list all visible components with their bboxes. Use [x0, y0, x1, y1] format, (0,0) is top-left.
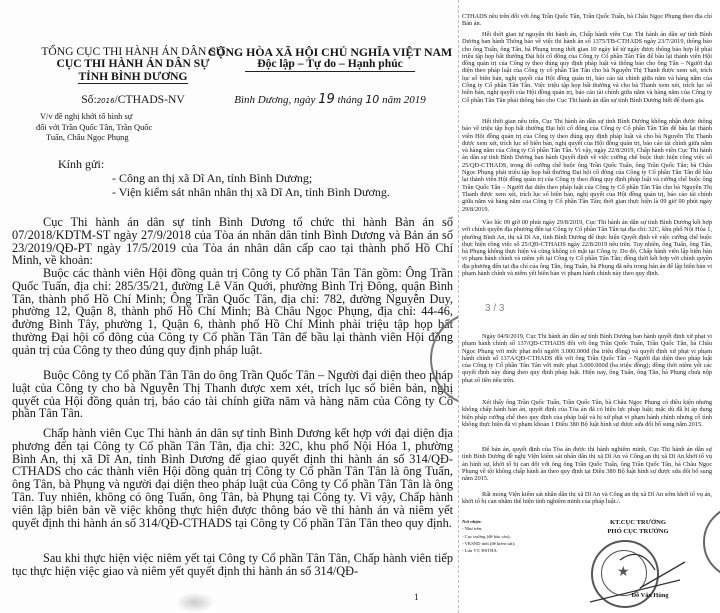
- subject-block: [36, 112, 190, 144]
- recipient-item: - Viện kiểm sát nhân nhân thị xã Dĩ An, tỉnh Bình Dương.: [112, 185, 390, 199]
- subject-line-2: đối với Trần Quốc Tân, Trần Quốc: [36, 122, 153, 132]
- scan-smudge: [175, 592, 215, 613]
- star-icon: ★: [617, 565, 630, 580]
- signature: [580, 540, 690, 610]
- recipients-list: [112, 171, 390, 199]
- signer-title-1: KT.CỤC TRƯỞNG: [610, 519, 666, 526]
- signer-title-2: PHÓ CỤC TRƯỞNG: [607, 528, 669, 535]
- agency-line-3: TỈNH BÌNH DƯƠNG: [78, 70, 188, 83]
- subject-line-1: V/v đề nghị khởi tố hình sự: [40, 112, 133, 121]
- nation-line-2: Độc lập – Tự do – Hạnh phúc: [245, 57, 415, 72]
- agency-line-3-wrap: [8, 71, 258, 83]
- nation-line-1: CỘNG HÒA XÃ HỘI CHỦ NGHĨA VIỆT NAM: [207, 45, 453, 59]
- recipient-item: - Như trên;: [462, 526, 483, 532]
- signer-block: [590, 518, 686, 536]
- official-stamp-partial: [703, 505, 720, 579]
- doc-number-suffix: /CTHADS-NV: [114, 93, 185, 106]
- nation-line-2-wrap: [205, 58, 455, 70]
- agency-line-1: TỔNG CỤC THI HÀNH ÁN DÂN SỰ: [41, 45, 225, 58]
- salutation: Kính gửi:: [58, 157, 105, 171]
- body-paragraph: Buộc các thành viên Hội đồng quản trị Công ty Cổ phần Tân Tân gồm: Ông Trần Quốc Tuấn, địa chỉ: 285/35/21, đường Lê Văn Quới, phường Bình Trị Đông, quận Bình Tân, thành phố Hồ Chí Minh; Ông Trần Quốc Tân, địa chỉ: 782, đường Nguyễn Duy, phường 12, Quận 8, thành phố Hồ Chí Minh; Bà Châu Ngọc Phụng, địa chỉ: 44-46, đường Bình Tây, phường 1, Quận 6, thành phố Hồ Chí Minh phải triệu tập họp bất thường Đại hội cổ đông của Công ty Cổ phần Tân Tân để bầu lại thành viên Hội đồng quản trị của Công ty theo đúng quy định pháp luật.: [12, 266, 453, 357]
- recipient-item: - Lưu VT, HSTHA.: [462, 548, 498, 554]
- date-line: [205, 94, 455, 106]
- recipients-title: Nơi nhận:: [462, 519, 482, 524]
- body-paragraph: Hết thời gian tự nguyện thi hành án, Chấp hành viên Cục Thi hành án dân sự tỉnh Bình Dương ban hành Thông báo về việc thi hành án số 1375/TB-CTHADS ngày 23/7/2019, thông báo cho ông Tuấn, ông Tân, bà Phụng trong thời gian 10 ngày kể từ ngày được thông báo hợp lệ phải triệu tập họp bất thường Đại hội cổ đông của Công ty Cổ phần Tân Tân để bầu lại thành viên Hội đồng quản trị của Công ty theo đúng quy định pháp luật và thông báo cho ông Tân – Người đại diện theo pháp luật của Công ty cổ phần Tân Tân cho bà Nguyễn Thị Thanh được xem xét, trích lục sổ biên bản, nghị quyết của Hội đồng quản trị, báo cáo tài chính giữa năm và hàng năm của Công ty Cổ phần Tân Tân. Việc triệu tập họp bất thường và cho bà Thanh xem xét, trích lục sổ biên bản, nghị quyết của Hội đồng quản trị, báo cáo tài chính giữa năm và hàng năm của Công ty Cổ phần Tân Tân phải thông báo cho Cục Thi hành án dân sự tỉnh Bình Dương biết để tham gia.: [462, 31, 712, 104]
- recipient-item: - VKSND tỉnh (để kiểm sát);: [462, 540, 516, 546]
- date-day: 19: [318, 92, 335, 107]
- page-indicator: 3 / 3: [485, 303, 505, 314]
- signer-name: Đỗ Văn Hùng: [631, 592, 669, 599]
- document-page-3: [460, 0, 720, 613]
- page-number: 1: [414, 592, 419, 602]
- body-paragraph: Chấp hành viên Cục Thi hành án dân sự tỉnh Bình Dương kết hợp với đại diện địa phương đến tại Công ty Cổ phần Tân Tân, địa chỉ: 32C, khu phố Nội Hóa 1, phường Bình An, thị xã Dĩ An, tỉnh Bình Dương để giao quyết định thi hành án số 314/QĐ-CTHADS cho các thành viên Hội đồng quản trị Công ty Cổ phần Tân Tân là ông Tuấn, ông Tân, bà Phụng và người đại diện theo pháp luật của Công ty Cổ phần Tân Tân là ông Tân. Tuy nhiên, không có ông Tuấn, ông Tân, bà Phụng tại Công ty. Vì vậy, Chấp hành viên lập biên bản về việc không thực hiện được thông báo về thi hành án và niêm yết quyết định thi hành án số 314/QĐ-CTHADS tại Công ty Cổ phần Tân Tân theo quy định.: [12, 426, 453, 530]
- body-paragraph: Buộc Công ty Cổ phần Tân Tân do ông Trần Quốc Tân – Người đại diện theo pháp luật của Công ty cho bà Nguyễn Thị Thanh được xem xét, trích lục sổ biên bản, nghị quyết của Hội đồng quản trị, báo cáo tài chính giữa năm và hàng năm của Công ty Cổ phần Tân Tân.: [12, 368, 453, 421]
- body-paragraph: Xét thấy ông Trần Quốc Tuấn, Trần Quốc Tân, bà Châu Ngọc Phụng có điều kiện nhưng không chấp hành bản án, quyết định của Tòa án đã có hiệu lực pháp luật; mặc dù đã bị áp dụng biện pháp cưỡng chế theo quy định của pháp luật và bị xử phạt vi phạm hành chính nhưng cố tình không thực hiện đã vi phạm khoản 1 Điều 380 Bộ luật hình sự được sửa đổi bổ sung năm 2015.: [462, 399, 712, 428]
- body-paragraph: CTHADS nêu trên đối với ông Trần Quốc Tân, Trần Quốc Tuấn, bà Châu Ngọc Phụng theo địa chỉ Bản án.: [462, 13, 712, 28]
- page-divider: [458, 0, 459, 613]
- body-paragraph: Cục Thi hành án dân sự tỉnh Bình Dương tổ chức thi hành Bản án số 07/2018/KDTM-ST ngày 27/9/2018 của Tòa án nhân dân tỉnh Bình Dương và Bản án số 23/2019/QĐ-PT ngày 17/5/2019 của Tòa án nhân dân cấp cao tại thành phố Hồ Chí Minh, về khoản:: [12, 215, 453, 268]
- body-paragraph: Rất mong Viện kiểm sát nhân dân thị xã Dĩ An và Công an thị xã Dĩ An sớm khởi tố vụ án, khởi tố bị can nhằm thể hiện tính nghiêm minh của pháp luật./.: [462, 491, 712, 506]
- doc-number-prefix: Số:: [81, 93, 97, 106]
- date-prefix: Bình Dương, ngày: [234, 94, 316, 106]
- body-paragraph: Sau khi thực hiện việc niêm yết tại Công ty Cổ phần Tân Tân, Chấp hành viên tiếp tục thực hiện việc giao và niêm yết quyết định thi hành án số 314/QĐ-: [12, 551, 453, 578]
- body-paragraph: Ngày 04/9/2019, Cục Thi hành án dân sự tỉnh Bình Dương ban hành quyết định xử phạt vi phạm hành chính số 137/QĐ-CTHADS đối với ông Trần Quốc Tuấn, Trần Quốc Tân, bà Châu Ngọc Phụng với mức phạt mỗi người 3.000.000đ (ba triệu đồng) và quyết định xử phạt vi phạm hành chính số 137A/QĐ-CTHADS đối với ông Trần Quốc Tân – Người đại diện theo pháp luật của Công ty Cổ phần Tân Tân với mức phạt 3.000.000đ (ba triệu đồng); đồng thời niêm yết các quyết định này đúng theo quy định pháp luật. Hiện nay, ông Tuấn, ông Tân, bà Phụng chưa nộp phạt số tiền nêu trên.: [462, 333, 712, 384]
- recipient-item: - Công an thị xã Dĩ An, tỉnh Bình Dương;: [112, 171, 313, 185]
- body-paragraph: Để bản án, quyết định của Tòa án được thi hành nghiêm minh, Cục Thi hành án dân sự tỉnh Bình Dương đề nghị Viện kiểm sát nhân dân thị xã Dĩ An và Công an thị xã Dĩ An khởi tố vụ án hình sự, khởi tố bị can đối với ông ông Trần Quốc Tuấn, ông Trần Quốc Tân, bà Châu Ngọc Phụng về tội không chấp hành án theo quy định tại Điều 380 Bộ luật hình sự được sửa đổi bổ sung năm 2015.: [462, 446, 712, 483]
- body-paragraph: Vào lúc 09 giờ 00 phút ngày 29/8/2019, Cục Thi hành án dân sự tỉnh Bình Dương kết hợp với chính quyền địa phương đến tại Công ty Cổ phần Tân Tân tại địa chỉ: 32C, khu phố Nội Hóa 1, phường Bình An, thị xã Dĩ An, tỉnh Bình Dương để thực hiện Quyết định về việc cưỡng chế buộc thực hiện công việc số 25/QĐ-CTHADS ngày 22/8/2019 nêu trên. Tuy nhiên, ông Tuấn, ông Tân, bà Phụng không thực hiện và cũng không có mặt tại Công ty. Do đó, Chấp hành viên lập biên bản vi phạm hành chính và niêm yết tại Công ty Cổ phần Tân Tân; đồng thời kết hợp với chính quyền địa phương đến tại địa chỉ của ông Tân, ông Tuấn, bà Phụng đã nêu trong bản án để lập biên bản vi phạm hành chính và niêm yết biên bản vi phạm hành chính này theo quy định.: [462, 219, 712, 278]
- agency-line-2: CỤC THI HÀNH ÁN DÂN SỰ: [56, 57, 210, 70]
- date-month-label: tháng: [337, 94, 363, 106]
- recipient-item: - Cục trưởng (để báo cáo);: [462, 533, 511, 539]
- date-month: 10: [365, 93, 380, 106]
- doc-number-handwritten: 2016: [96, 97, 115, 105]
- subject-line-3: Tuấn, Châu Ngọc Phụng: [46, 133, 129, 142]
- body-paragraph: Hết thời gian nêu trên, Cục Thi hành án dân sự tỉnh Bình Dương không nhận được thông báo về triệu tập họp bất thường Đại hội cổ đông của Công ty Cổ phần Tân Tân để bầu lại thành viên Hội đồng quản trị của Công ty theo đúng quy định pháp luật và cho bà Nguyễn Thị Thanh được xem xét, trích lục sổ biên bản, nghị quyết của Hội đồng quản trị, báo cáo tài chính giữa năm và hàng năm của Công ty Cổ phần Tân Tân. Vì vậy, ngày 22/8/2019, Chấp hành viên Cục Thi hành án dân sự tỉnh Bình Dương ban hành Quyết định về việc cưỡng chế buộc thực hiện công việc số 25/QĐ-CTHADS, trong đó cưỡng chế buộc ông Trần Quốc Tuấn, ông Trần Quốc Tân; bà Châu Ngọc Phụng phải triệu tập họp bất thường Đại hội cổ đông của Công ty Cổ phần Tân Tân để bầu lại thành viên Hội đồng quản trị của Công ty theo đúng quy định pháp luật và cưỡng chế buộc ông Trần Quốc Tân – Người đại diện theo pháp luật của Công ty Cổ phần Tân Tân cho bà Nguyễn Thị Thanh được xem xét, trích lục sổ biên bản, nghị quyết của Hội đồng quản trị, báo cáo tài chính giữa năm và hàng năm của Công ty Cổ phần Tân Tân; thời gian thực hiện là 09 giờ 00 phút ngày 29/8/2019.: [462, 118, 712, 213]
- date-year: năm 2019: [382, 94, 426, 106]
- recipients-block: [462, 518, 515, 554]
